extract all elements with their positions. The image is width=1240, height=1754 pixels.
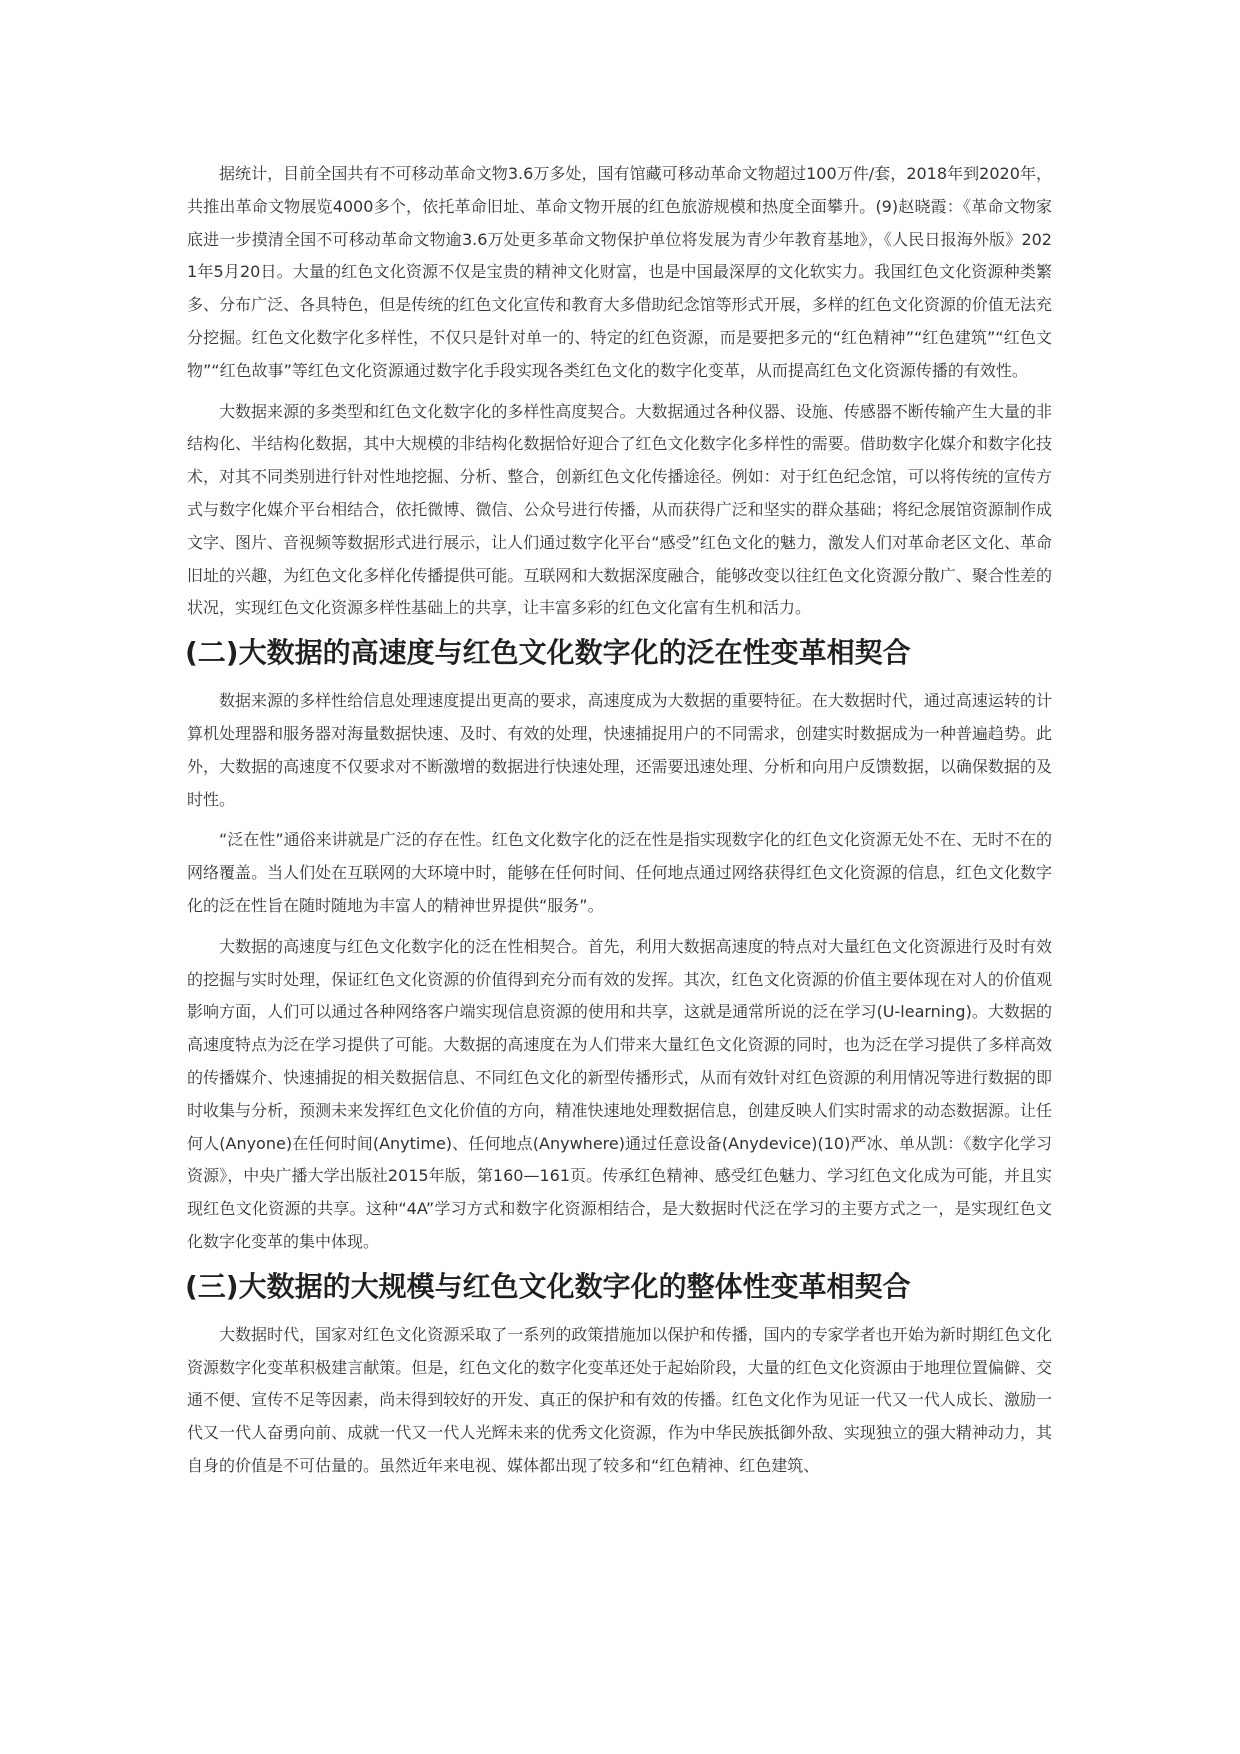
paragraph-ubiquity-definition: “泛在性”通俗来讲就是广泛的存在性。红色文化数字化的泛在性是指实现数字化的红色文化资源无处不在、无时不在的网络覆盖。当人们处在互联网的大环境中时，能够在任何时间、任何地点通过网络获得红色文化资源的信息，红色文化数字化的泛在性旨在随时随地为丰富人的精神世界提供“服务”。 xyxy=(187,830,1052,915)
paragraph-high-speed: 数据来源的多样性给信息处理速度提出更高的要求，高速度成为大数据的重要特征。在大数据时代，通过高速运转的计算机处理器和服务器对海量数据快速、及时、有效的处理，快速捕捉用户的不同需求，创建实时数据成为一种普遍趋势。此外，大数据的高速度不仅要求对不断激增的数据进行快速处理，还需要迅速处理、分析和向用户反馈数据，以确保数据的及时性。 xyxy=(187,691,1052,809)
paragraph-revolutionary-relics-statistics: 据统计，目前全国共有不可移动革命文物3.6万多处，国有馆藏可移动革命文物超过100万件/套，2018年到2020年，共推出革命文物展览4000多个，依托革命旧址、革命文物开展的红色旅游规模和热度全面攀升。(9)赵晓霞：《革命文物家底进一步摸清全国不可移动革命文物逾3.6万处更多革命文物保护单位将发展为青少年教育基地》，《人民日报海外版》2021年5月20日。大量的红色文化资源不仅是宝贵的精神文化财富，也是中国最深厚的文化软实力。我国红色文化资源种类繁多、分布广泛、各具特色，但是传统的红色文化宣传和教育大多借助纪念馆等形式开展，多样的红色文化资源的价值无法充分挖掘。红色文化数字化多样性，不仅只是针对单一的、特定的红色资源，而是要把多元的“红色精神”“红色建筑”“红色文物”“红色故事”等红色文化资源通过数字化手段实现各类红色文化的数字化变革，从而提高红色文化资源传播的有效性。 xyxy=(187,164,1052,380)
section-heading-2: (二)大数据的高速度与红色文化数字化的泛在性变革相契合 xyxy=(185,636,911,670)
paragraph-large-scale: 大数据时代，国家对红色文化资源采取了一系列的政策措施加以保护和传播，国内的专家学者也开始为新时期红色文化资源数字化变革积极建言献策。但是，红色文化的数字化变革还处于起始阶段，大量的红色文化资源由于地理位置偏僻、交通不便、宣传不足等因素，尚未得到较好的开发、真正的保护和有效的传播。红色文化作为见证一代又一代人成长、激励一代又一代人奋勇向前、成就一代又一代人光辉未来的优秀文化资源，作为中华民族抵御外敌、实现独立的强大精神动力，其自身的价值是不可估量的。虽然近年来电视、媒体都出现了较多和“红色精神、红色建筑、 xyxy=(187,1324,1052,1475)
document-page xyxy=(187,158,1052,1491)
paragraph-data-diversity: 大数据来源的多类型和红色文化数字化的多样性高度契合。大数据通过各种仪器、设施、传感器不断传输产生大量的非结构化、半结构化数据，其中大规模的非结构化数据恰好迎合了红色文化数字化多样性的需要。借助数字化媒介和数字化技术，对其不同类别进行针对性地挖掘、分析、整合，创新红色文化传播途径。例如：对于红色纪念馆，可以将传统的宣传方式与数字化媒介平台相结合，依托微博、微信、公众号进行传播，从而获得广泛和坚实的群众基础；将纪念展馆资源制作成文字、图片、音视频等数据形式进行展示，让人们通过数字化平台“感受”红色文化的魅力，激发人们对革命老区文化、革命旧址的兴趣，为红色文化多样化传播提供可能。互联网和大数据深度融合，能够改变以往红色文化资源分散广、聚合性差的状况，实现红色文化资源多样性基础上的共享，让丰富多彩的红色文化富有生机和活力。 xyxy=(187,401,1052,618)
section-heading-3: (三)大数据的大规模与红色文化数字化的整体性变革相契合 xyxy=(185,1269,911,1303)
paragraph-ubiquitous-learning: 大数据的高速度与红色文化数字化的泛在性相契合。首先，利用大数据高速度的特点对大量红色文化资源进行及时有效的挖掘与实时处理，保证红色文化资源的价值得到充分而有效的发挥。其次，红色文化资源的价值主要体现在对人的价值观影响方面，人们可以通过各种网络客户端实现信息资源的使用和共享，这就是通常所说的泛在学习(U-learning)。大数据的高速度特点为泛在学习提供了可能。大数据的高速度在为人们带来大量红色文化资源的同时，也为泛在学习提供了多样高效的传播媒介、快速捕捉的相关数据信息、不同红色文化的新型传播形式，从而有效针对红色资源的利用情况等进行数据的即时收集与分析，预测未来发挥红色文化价值的方向，精准快速地处理数据信息，创建反映人们实时需求的动态数据源。让任何人(Anyone)在任何时间(Anytime)、任何地点(Anywhere)通过任意设备(Anydevice)(10)严冰、单从凯：《数字化学习资源》，中央广播大学出版社2015年版，第160—161页。传承红色精神、感受红色魅力、学习红色文化成为可能，并且实现红色文化资源的共享。这种“4A”学习方式和数字化资源相结合，是大数据时代泛在学习的主要方式之一，是实现红色文化数字化变革的集中体现。 xyxy=(187,936,1052,1251)
